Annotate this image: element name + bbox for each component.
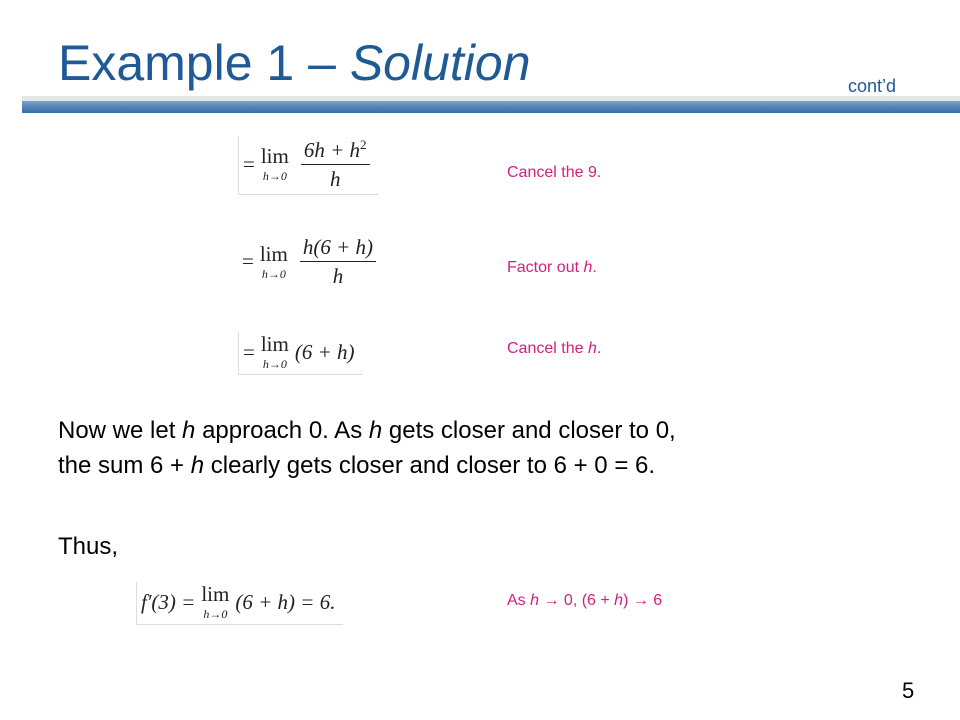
limit-operator: lim h→0 [259, 241, 288, 281]
paragraph-line-1: Now we let h approach 0. As h gets closer and closer to 0, [58, 417, 676, 444]
explanation-paragraph [58, 414, 676, 484]
fraction: $\frac{h(6 + h)}{h}$ [300, 236, 376, 287]
step-note-3: Cancel the h. [507, 340, 602, 357]
title-main: Example 1 – [58, 35, 350, 91]
title-emphasis: Solution [349, 35, 531, 91]
limit-operator: lim h→0 [201, 582, 230, 621]
fraction: $\frac{6h + h^2}{h}$ [301, 138, 370, 190]
page-number: 5 [902, 678, 915, 703]
equation-step-2: = lim h→0 $\frac{h(6 + h)}{h}$ [242, 236, 376, 287]
equation-step-3: = lim h→0 (6 + h) [238, 332, 363, 375]
paragraph-line-2: the sum 6 + h clearly gets closer and closer to 6 + 0 = 6. [58, 451, 656, 479]
limit-operator: lim h→0 [260, 332, 289, 371]
step-note-2: Factor out h. [507, 259, 597, 276]
step-note-1: Cancel the 9. [507, 164, 602, 181]
final-equation: f′(3) = lim h→0 (6 + h) = 6. [136, 582, 343, 625]
title-rule [22, 96, 960, 113]
limit-operator: lim h→0 [260, 144, 289, 184]
continued-label: cont’d [848, 76, 897, 96]
thus-label: Thus, [58, 533, 119, 560]
equation-step-1: = lim h→0 $\frac{6h + h^2}{h}$ [238, 136, 378, 195]
slide-title [58, 35, 531, 91]
final-note: As h → 0, (6 + h) → 6 [507, 592, 663, 609]
